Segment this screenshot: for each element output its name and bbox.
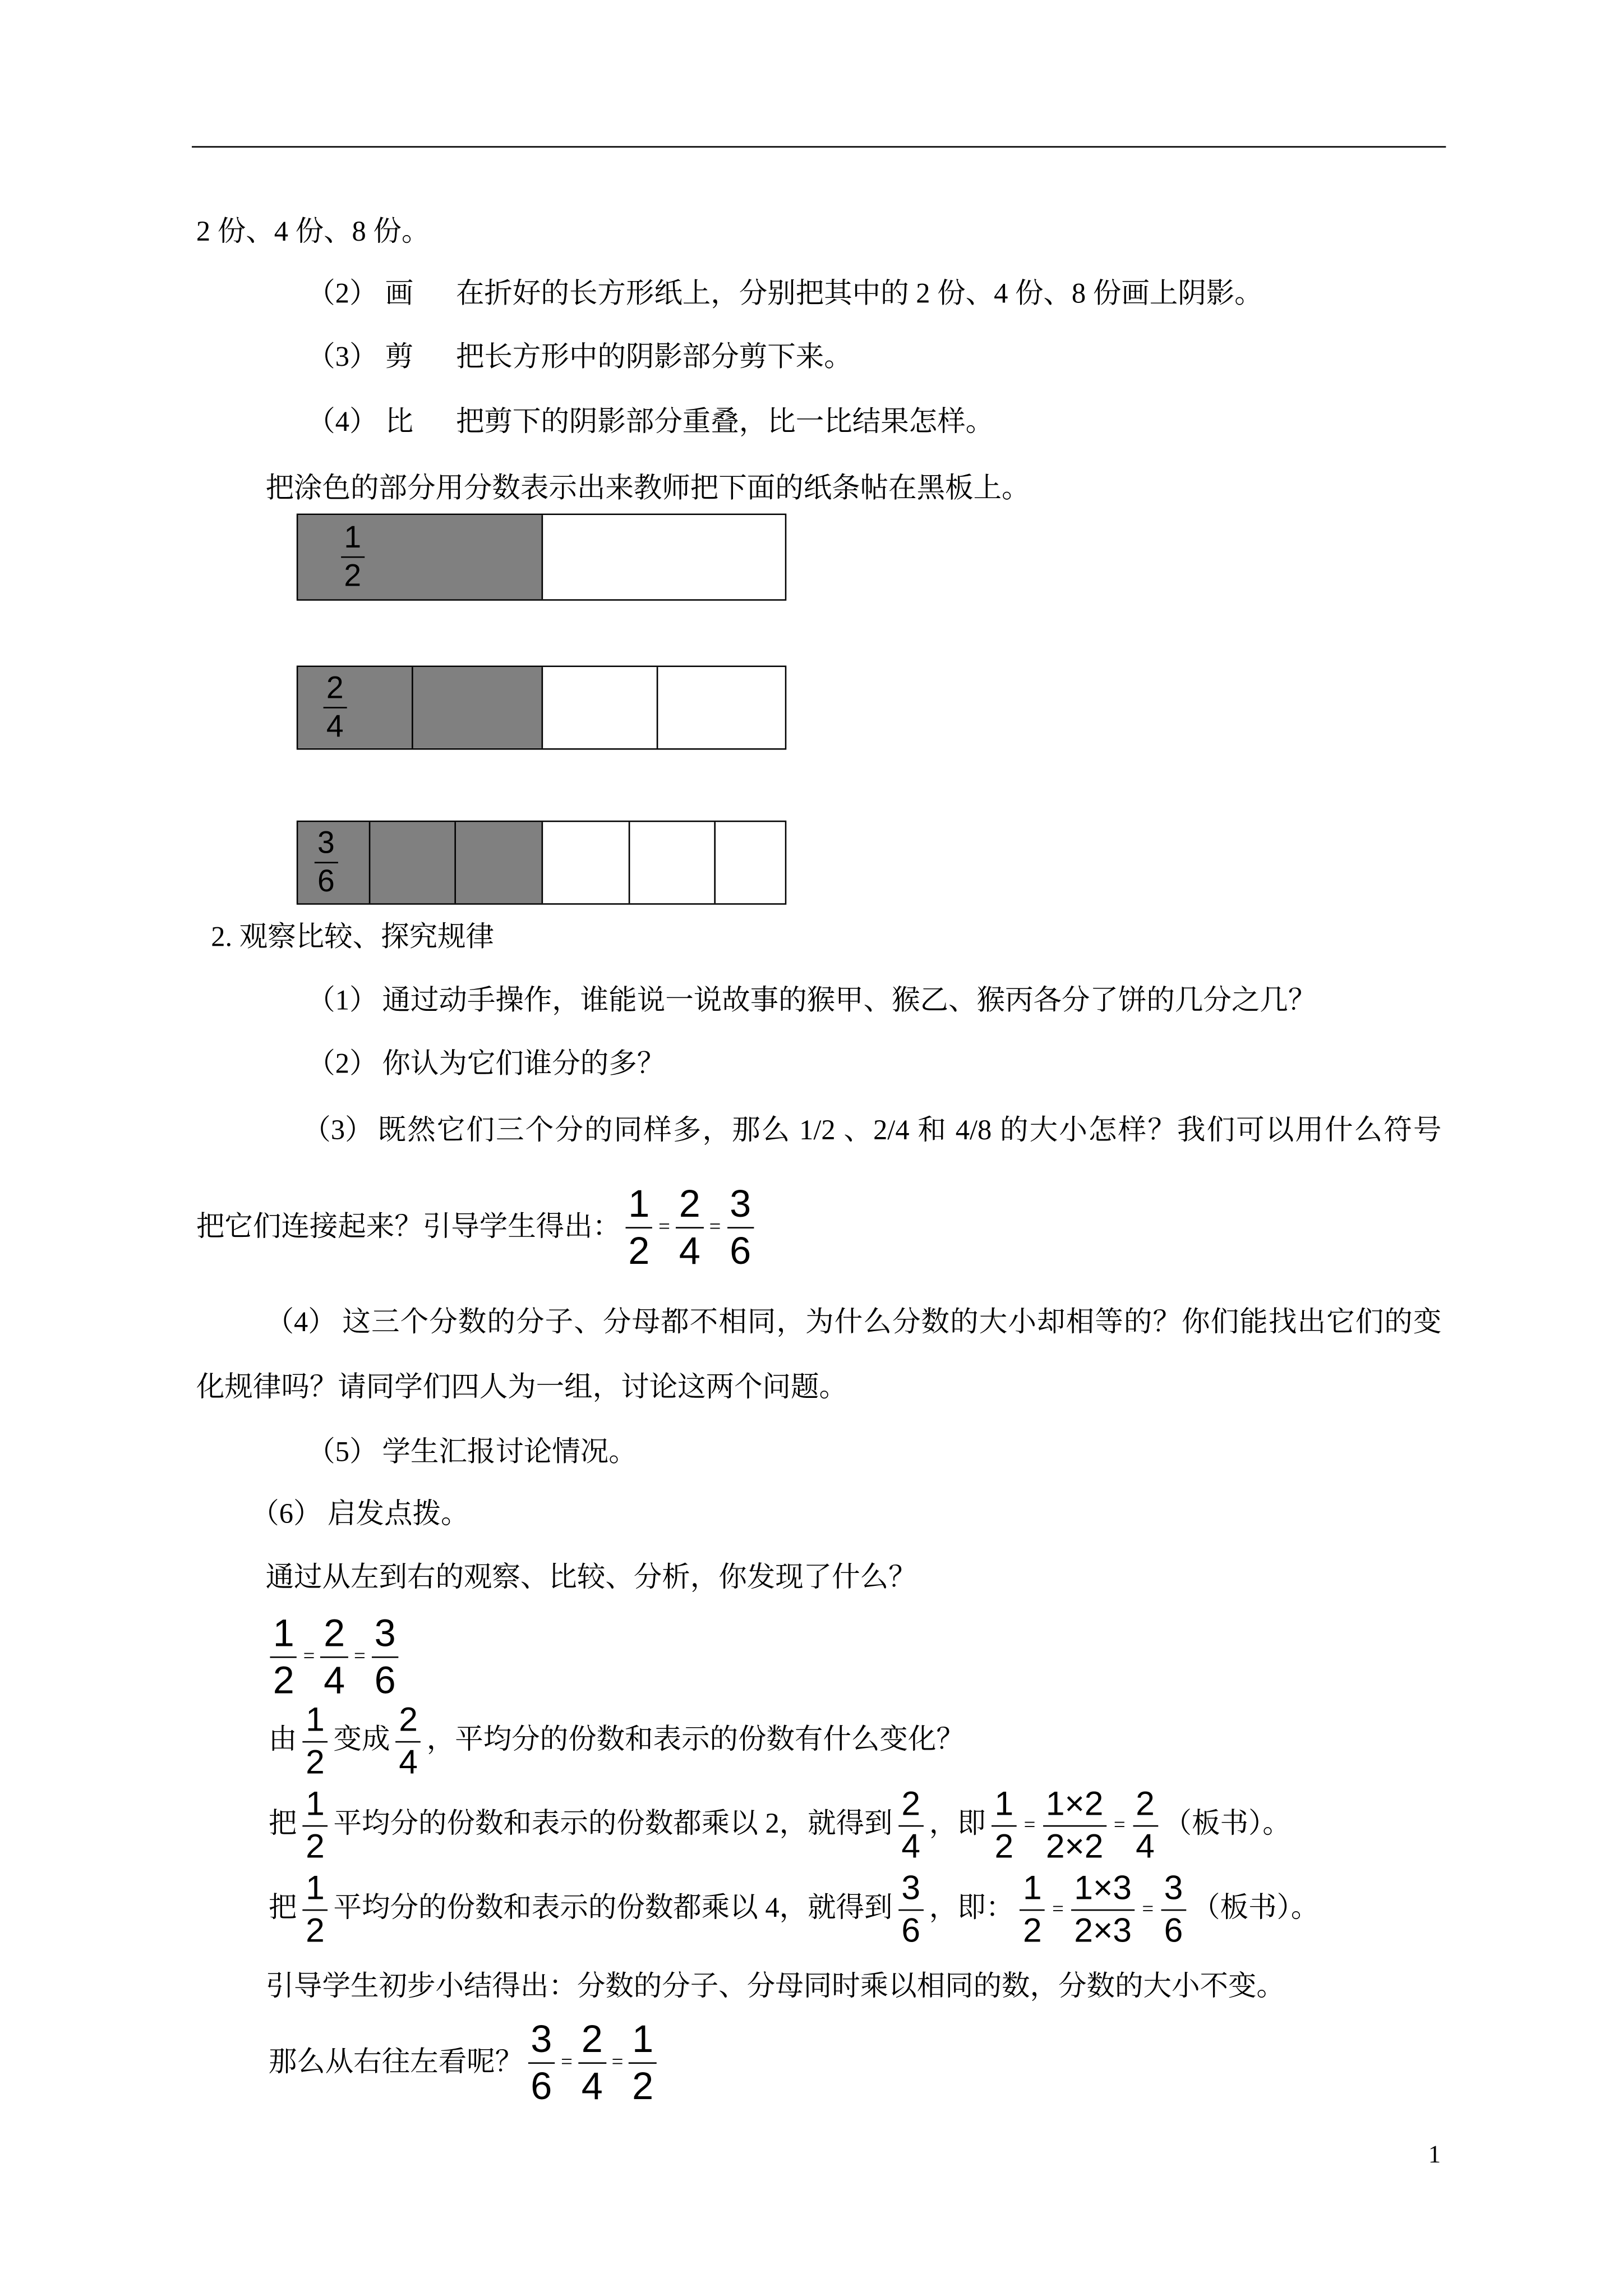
fraction-denominator: 2 — [306, 1910, 325, 1949]
equals-sign: = — [1052, 1898, 1064, 1921]
fraction-numerator: 1 — [270, 1612, 297, 1658]
question-5 — [307, 1436, 637, 1471]
text-run: ，即： — [929, 1893, 1015, 1925]
fraction-numerator: 2 — [578, 2018, 606, 2064]
fraction-numerator: 1 — [992, 1786, 1016, 1826]
fraction-denominator: 6 — [531, 2064, 552, 2109]
text-run: 那么从右往左看呢？ — [268, 2047, 524, 2078]
step-item-cut — [307, 341, 852, 376]
equals-sign: = — [1142, 1898, 1154, 1921]
fraction-strip-halves — [297, 514, 786, 601]
fraction-numerator: 1×2 — [1043, 1786, 1106, 1826]
text-run: ，平均分的份数和表示的份数有什么变化？ — [426, 1725, 965, 1756]
question-2 — [307, 1048, 665, 1083]
blank-cell — [542, 667, 656, 748]
equals-sign: = — [1023, 1814, 1036, 1837]
header-rule — [192, 146, 1446, 148]
fraction — [1133, 1786, 1158, 1866]
question-4-continuation — [196, 1371, 847, 1406]
fraction — [321, 1612, 348, 1703]
fraction — [727, 1182, 754, 1273]
step-item-draw — [307, 278, 1262, 313]
fraction-numerator: 3 — [727, 1182, 754, 1228]
change-question-line — [269, 1701, 965, 1782]
text-run: （板书）。 — [1163, 1809, 1291, 1841]
fraction-denominator: 4 — [1136, 1826, 1155, 1865]
text-run: 变成 — [333, 1725, 390, 1756]
fraction-strip-sixths — [297, 821, 786, 905]
fraction — [341, 520, 364, 594]
question-number: （3） — [302, 1115, 374, 1147]
question-number: （2） — [307, 1049, 378, 1080]
fraction — [303, 1701, 328, 1782]
text-run: 把 — [268, 1809, 297, 1841]
fraction-denominator: 4 — [901, 1826, 920, 1865]
summary-text: 引导学生初步小结得出：分数的分子、分母同时乘以相同的数，分数的大小不变。 — [265, 1971, 1285, 2003]
step-number: （3） — [307, 342, 378, 374]
fraction-denominator: 6 — [1164, 1910, 1183, 1949]
fraction — [625, 1182, 653, 1273]
fraction-numerator: 1 — [303, 1701, 328, 1742]
fraction-denominator: 4 — [679, 1228, 700, 1273]
fraction — [1043, 1786, 1106, 1866]
question-3-continuation — [196, 1182, 758, 1273]
blank-cell — [656, 667, 785, 748]
equals-sign: = — [303, 1646, 315, 1668]
fraction-numerator: 3 — [1161, 1870, 1186, 1911]
equals-sign: = — [1113, 1814, 1126, 1837]
equals-sign: = — [354, 1646, 366, 1668]
question-text: 通过动手操作，谁能说一说故事的猴甲、猴乙、猴丙各分了饼的几分之几？ — [382, 986, 1317, 1017]
fraction — [629, 2018, 657, 2108]
strips-intro — [266, 472, 1030, 508]
strip-fraction-label — [341, 520, 364, 594]
summary-line — [266, 1970, 1285, 2005]
observe-prompt — [266, 1562, 917, 1597]
fraction-denominator: 4 — [399, 1742, 418, 1781]
fraction — [1020, 1870, 1045, 1950]
fraction-denominator: 2 — [344, 559, 362, 593]
fraction — [898, 1786, 923, 1866]
fraction-denominator: 4 — [324, 1658, 345, 1703]
question-number: （1） — [307, 986, 378, 1017]
fraction — [1161, 1870, 1186, 1950]
question-text: 你认为它们谁分的多？ — [382, 1049, 666, 1080]
step-item-compare — [307, 406, 994, 441]
fraction-denominator: 4 — [581, 2064, 603, 2109]
fraction-numerator: 1 — [629, 2018, 657, 2064]
step1-tail — [196, 215, 430, 251]
question-number: （6） — [251, 1499, 322, 1531]
fraction-numerator: 1 — [303, 1870, 328, 1911]
fraction — [303, 1786, 328, 1866]
question-text: 既然它们三个分的同样多，那么 1/2 、2/4 和 4/8 的大小怎样？我们可以用什么符号 — [377, 1115, 1442, 1147]
fraction-numerator: 3 — [315, 826, 338, 863]
fraction-numerator: 1 — [625, 1182, 653, 1228]
fraction — [270, 1612, 297, 1703]
fraction-denominator: 6 — [901, 1910, 920, 1949]
question-3 — [302, 1114, 1441, 1149]
question-text: 化规律吗？请同学们四人为一组，讨论这两个问题。 — [196, 1372, 847, 1404]
fraction — [1071, 1870, 1135, 1950]
step1-tail-text: 2 份、4 份、8 份。 — [196, 217, 430, 248]
fraction-numerator: 1 — [303, 1786, 328, 1826]
question-1 — [307, 984, 1316, 1020]
question-number: （4） — [265, 1307, 336, 1339]
fraction-numerator: 2 — [324, 671, 347, 708]
fraction-denominator: 2×3 — [1074, 1910, 1132, 1949]
text-run: 把它们连接起来？引导学生得出： — [196, 1211, 621, 1243]
text-run: （板书）。 — [1192, 1893, 1320, 1925]
equals-sign: = — [561, 2051, 573, 2074]
fraction-denominator: 2×2 — [1045, 1826, 1104, 1865]
text-run: 由 — [268, 1725, 297, 1756]
blank-cell — [542, 822, 628, 903]
question-text: 学生汇报讨论情况。 — [382, 1437, 637, 1469]
fraction-denominator: 2 — [306, 1742, 325, 1781]
fraction-denominator: 6 — [730, 1228, 751, 1273]
blank-cell — [714, 822, 785, 903]
fraction-numerator: 2 — [396, 1701, 421, 1742]
shaded-cell — [455, 822, 541, 903]
multiply-by-4-line — [269, 1870, 1319, 1950]
fraction-strip-quarters — [297, 666, 786, 750]
fraction-numerator: 3 — [371, 1612, 399, 1658]
fraction — [371, 1612, 399, 1703]
fraction — [303, 1870, 328, 1950]
page-number: 1 — [1428, 2139, 1441, 2168]
fraction-denominator: 2 — [1023, 1910, 1042, 1949]
fraction-numerator: 1 — [1020, 1870, 1045, 1911]
step-verb: 剪 — [385, 342, 414, 374]
text-run: 平均分的份数和表示的份数都乘以 2，就得到 — [333, 1809, 893, 1841]
section-heading — [211, 921, 494, 956]
question-number: （5） — [307, 1437, 378, 1469]
right-to-left-line — [269, 2018, 661, 2108]
question-text: 启发点拨。 — [328, 1499, 469, 1531]
step-text: 在折好的长方形纸上，分别把其中的 2 份、4 份、8 份画上阴影。 — [455, 279, 1263, 310]
step-number: （4） — [307, 407, 378, 439]
section-heading-text: 2. 观察比较、探究规律 — [211, 922, 495, 954]
multiply-by-2-line — [269, 1786, 1291, 1866]
text-run: 平均分的份数和表示的份数都乘以 4，就得到 — [333, 1893, 893, 1925]
fraction-denominator: 2 — [632, 2064, 654, 2109]
equals-sign: = — [658, 1216, 670, 1239]
fraction-numerator: 1×3 — [1071, 1870, 1135, 1911]
fraction — [898, 1870, 923, 1950]
fraction-numerator: 3 — [898, 1870, 923, 1911]
blank-cell — [542, 515, 785, 599]
equals-sign: = — [611, 2051, 624, 2074]
fraction-denominator: 4 — [326, 710, 344, 744]
fraction-numerator: 2 — [898, 1786, 923, 1826]
fraction — [578, 2018, 606, 2108]
fraction — [324, 671, 347, 745]
fraction — [315, 826, 338, 900]
fraction-denominator: 2 — [273, 1658, 294, 1703]
fraction-denominator: 6 — [317, 864, 335, 899]
step-number: （2） — [307, 279, 378, 310]
fraction-numerator: 2 — [1133, 1786, 1158, 1826]
equals-sign: = — [709, 1216, 721, 1239]
strip-fraction-label — [315, 826, 338, 900]
fraction-numerator: 2 — [321, 1612, 348, 1658]
fraction-denominator: 6 — [374, 1658, 396, 1703]
fraction — [676, 1182, 703, 1273]
fraction — [528, 2018, 555, 2108]
fraction-numerator: 1 — [341, 520, 364, 558]
strip-fraction-label — [324, 671, 347, 745]
fraction-denominator: 2 — [628, 1228, 650, 1273]
fraction-numerator: 3 — [528, 2018, 555, 2064]
question-6 — [251, 1498, 469, 1533]
shaded-cell — [298, 515, 541, 599]
text-run: 把 — [268, 1893, 297, 1925]
question-text: 这三个分数的分子、分母都不相同，为什么分数的大小却相等的？你们能找出它们的变 — [342, 1307, 1442, 1339]
fraction-denominator: 2 — [306, 1826, 325, 1865]
text-run: ，即 — [929, 1809, 986, 1841]
fraction-denominator: 2 — [994, 1826, 1014, 1865]
fraction — [992, 1786, 1016, 1866]
shaded-cell — [411, 667, 542, 748]
blank-cell — [628, 822, 714, 903]
strips-intro-text: 把涂色的部分用分数表示出来教师把下面的纸条帖在黑板上。 — [265, 473, 1030, 505]
step-verb: 比 — [385, 407, 414, 439]
fraction — [396, 1701, 421, 1782]
step-text: 把剪下的阴影部分重叠，比一比结果怎样。 — [455, 407, 994, 439]
fraction-numerator: 2 — [676, 1182, 703, 1228]
step-verb: 画 — [385, 279, 414, 310]
equation-left-to-right — [266, 1612, 403, 1703]
shaded-cell — [368, 822, 455, 903]
question-4 — [266, 1306, 1442, 1341]
shaded-cell — [298, 667, 411, 748]
observe-text: 通过从左到右的观察、比较、分析，你发现了什么？ — [265, 1563, 917, 1594]
step-text: 把长方形中的阴影部分剪下来。 — [455, 342, 852, 374]
